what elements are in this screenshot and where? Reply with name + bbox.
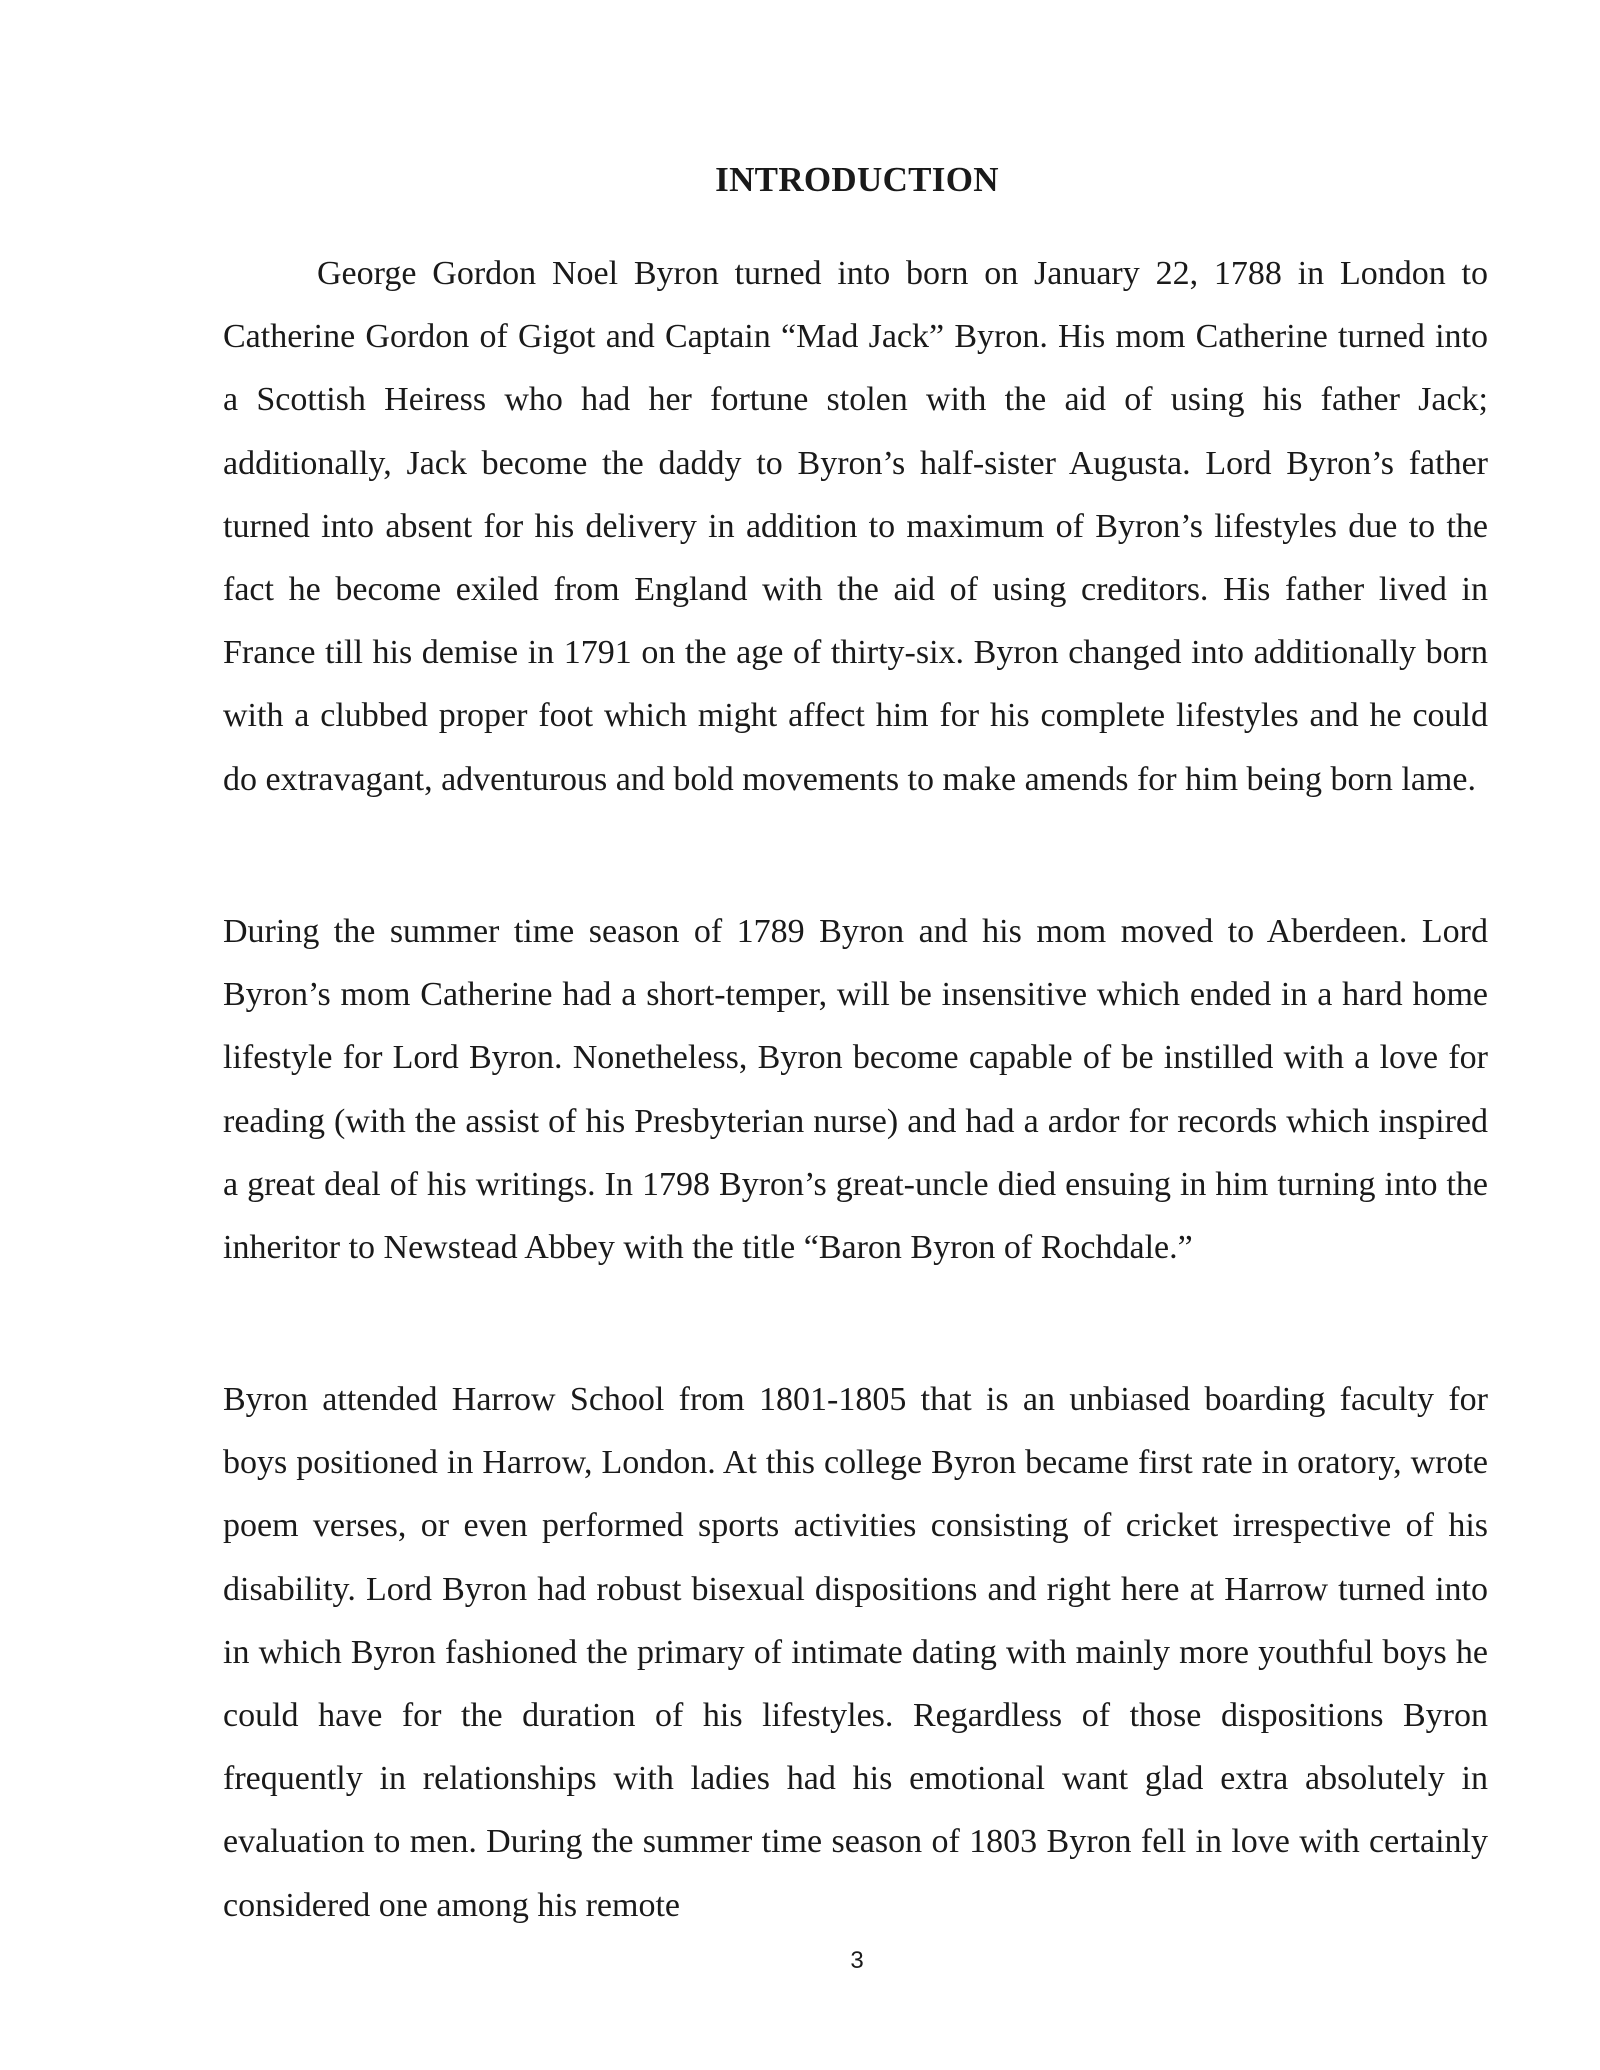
- paragraph: Byron attended Harrow School from 1801-1805 that is an unbiased boarding faculty for boys positioned in Harrow, London. At this college Byron became first rate in oratory, wrote poem verses, or even performed sports activities consisting of cricket irrespective of his disability. Lord Byron had robust bisexual dispositions and right here at Harrow turned into in which Byron fashioned the primary of intimate dating with mainly more youthful boys he could have for the duration of his lifestyles. Regardless of those dispositions Byron frequently in relationships with ladies had his emotional want glad extra absolutely in evaluation to men. During the summer time season of 1803 Byron fell in love with certainly considered one among his remote: [223, 1381, 1488, 1924]
- page-title: INTRODUCTION: [715, 160, 999, 199]
- page-number: 3: [850, 1947, 864, 1974]
- paragraph: During the summer time season of 1789 Byron and his mom moved to Aberdeen. Lord Byron’s mom Catherine had a short-temper, will be insensitive which ended in a hard home lifestyle for Lord Byron. Nonetheless, Byron become capable of be instilled with a love for reading (with the assist of his Presbyterian nurse) and had a ardor for records which inspired a great deal of his writings. In 1798 Byron’s great-uncle died ensuing in him turning into the inheritor to Newstead Abbey with the title “Baron Byron of Rochdale.”: [223, 913, 1488, 1267]
- paragraph: George Gordon Noel Byron turned into born on January 22, 1788 in London to Catherine Gordon of Gigot and Captain “Mad Jack” Byron. His mom Catherine turned into a Scottish Heiress who had her fortune stolen with the aid of using his father Jack; additionally, Jack become the daddy to Byron’s half-sister Augusta. Lord Byron’s father turned into absent for his delivery in addition to maximum of Byron’s lifestyles due to the fact he become exiled from England with the aid of using creditors. His father lived in France till his demise in 1791 on the age of thirty-six. Byron changed into additionally born with a clubbed proper foot which might affect him for his complete lifestyles and he could do extravagant, adventurous and bold movements to make amends for him being born lame.: [223, 255, 1488, 798]
